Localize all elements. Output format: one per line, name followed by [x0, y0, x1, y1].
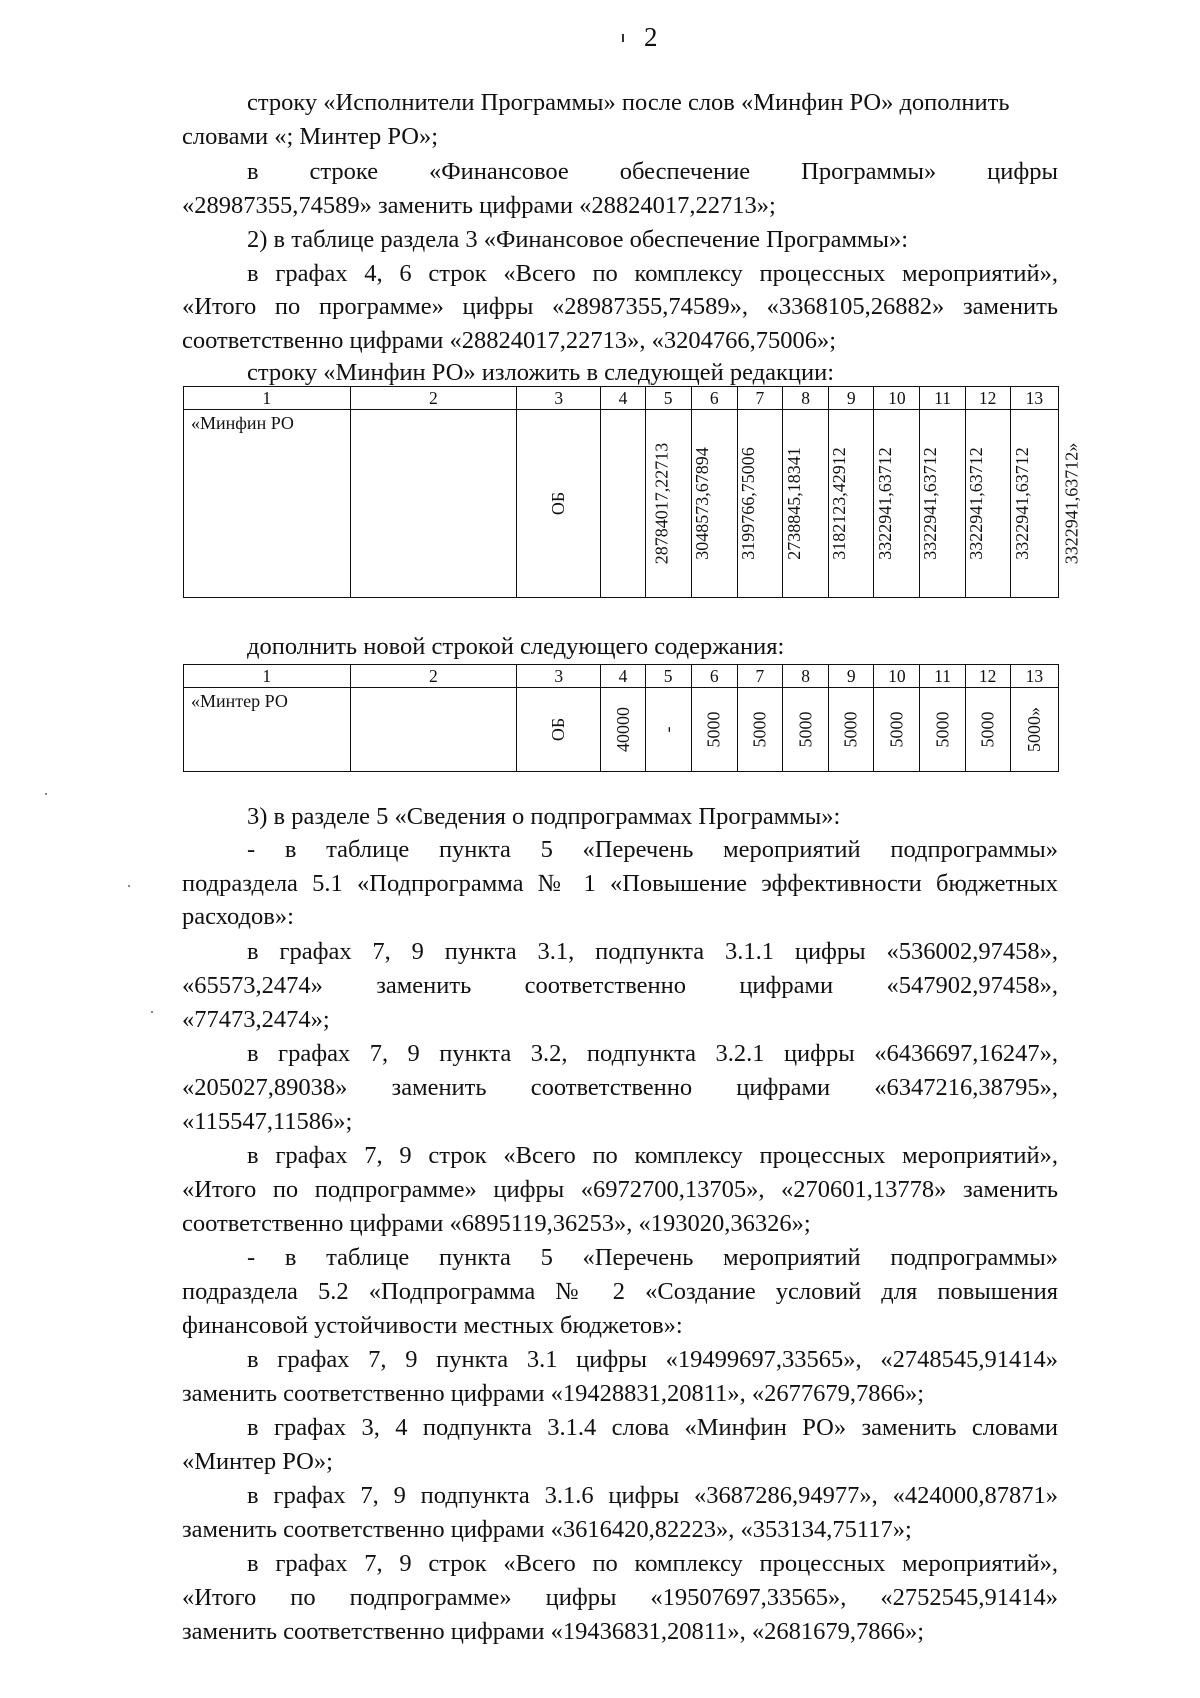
- text-line: «28987355,74589» заменить цифрами «28824017,22713»;: [182, 192, 776, 219]
- text-line: - в таблице пункта 5 «Перечень мероприятий подпрограммы»: [247, 836, 1058, 863]
- text-line: дополнить новой строкой следующего содержания:: [247, 633, 785, 660]
- value-text: 40000: [613, 707, 634, 752]
- column-header: 9: [829, 387, 874, 410]
- text-line: в графах 7, 9 пункта 3.1, подпункта 3.1.1 цифры «536002,97458»,: [247, 938, 1058, 965]
- text-line: в графах 7, 9 строк «Всего по комплексу процессных мероприятий»,: [247, 1550, 1058, 1577]
- value-text: 3199766,75006: [737, 447, 758, 560]
- column-header: 4: [601, 665, 645, 688]
- row-name-cell: «Минтер РО: [184, 688, 351, 772]
- value-text: 5000: [977, 711, 998, 748]
- source-label: ОБ: [548, 491, 569, 516]
- value-text: 5000: [703, 711, 724, 748]
- text-line: «115547,11586»;: [182, 1108, 353, 1135]
- value-cell: [601, 688, 645, 772]
- text-line: строку «Минфин РО» изложить в следующей редакции:: [247, 359, 835, 386]
- text-line: соответственно цифрами «6895119,36253», «193020,36326»;: [182, 1210, 811, 1237]
- scan-mark: [622, 34, 624, 42]
- text-line: «Итого по подпрограмме» цифры «19507697,33565», «2752545,91414»: [182, 1584, 1058, 1611]
- column-header: 7: [737, 387, 782, 410]
- source-cell: [517, 688, 601, 772]
- text-line: - в таблице пункта 5 «Перечень мероприятий подпрограммы»: [247, 1244, 1058, 1271]
- value-cell: [691, 688, 737, 772]
- column-header: 13: [1010, 387, 1058, 410]
- column-header: 9: [829, 665, 874, 688]
- column-header: 11: [920, 387, 965, 410]
- value-text: -: [657, 726, 678, 733]
- column-header: 13: [1010, 665, 1058, 688]
- column-header: 5: [645, 665, 691, 688]
- value-cell: [920, 688, 965, 772]
- column-header: 6: [691, 665, 737, 688]
- text-line: финансовой устойчивости местных бюджетов»:: [182, 1312, 683, 1339]
- minfin-table: [183, 386, 1081, 598]
- value-text: 28784017,22713: [651, 442, 672, 565]
- scan-speck: [128, 885, 130, 887]
- table-header-row: [184, 387, 1059, 410]
- text-line: подраздела 5.1 «Подпрограмма № 1 «Повышение эффективности бюджетных: [182, 870, 1058, 897]
- column-header: 5: [645, 387, 691, 410]
- column-header: 1: [184, 387, 351, 410]
- text-line: заменить соответственно цифрами «19436831,20811», «2681679,7866»;: [182, 1618, 925, 1645]
- text-line: в графах 7, 9 пункта 3.2, подпункта 3.2.1 цифры «6436697,16247»,: [247, 1040, 1058, 1067]
- column-header: 10: [874, 387, 920, 410]
- text-line: «77473,2474»;: [182, 1006, 330, 1033]
- column-header: 4: [601, 387, 645, 410]
- text-line: «205027,89038» заменить соответственно цифрами «6347216,38795»,: [182, 1074, 1058, 1101]
- text-line: в графах 7, 9 подпункта 3.1.6 цифры «3687286,94977», «424000,87871»: [247, 1482, 1058, 1509]
- value-cell: [965, 688, 1010, 772]
- value-text: 3182123,42912: [828, 447, 849, 560]
- value-text: 3322941,63712: [1011, 447, 1032, 560]
- column-header: 1: [184, 665, 351, 688]
- column-header: 7: [737, 665, 782, 688]
- scan-speck: [151, 1011, 153, 1013]
- source-cell: [517, 410, 601, 598]
- text-line: расходов»:: [182, 903, 294, 930]
- column-header: 12: [965, 387, 1010, 410]
- column-header: 2: [350, 665, 517, 688]
- value-cell: [601, 410, 672, 598]
- value-text: 5000: [886, 711, 907, 748]
- text-line: словами «; Минтер РО»;: [182, 123, 439, 150]
- column-header: 6: [691, 387, 737, 410]
- column-header: 3: [517, 387, 601, 410]
- text-line: в графах 7, 9 строк «Всего по комплексу процессных мероприятий»,: [247, 1142, 1058, 1169]
- value-cell: [874, 688, 920, 772]
- table-row: [184, 410, 1059, 598]
- text-line: 2) в таблице раздела 3 «Финансовое обеспечение Программы»:: [247, 226, 909, 253]
- column-header: 11: [920, 665, 965, 688]
- column-header: 3: [517, 665, 601, 688]
- table-row: [184, 688, 1059, 772]
- text-line: заменить соответственно цифрами «3616420,82223», «353134,75117»;: [182, 1516, 912, 1543]
- value-text: 2738845,18341: [783, 447, 804, 560]
- value-text: 5000»: [1023, 707, 1044, 752]
- text-line: заменить соответственно цифрами «19428831,20811», «2677679,7866»;: [182, 1380, 925, 1407]
- text-line: «Минтер РО»;: [182, 1448, 333, 1475]
- text-line: «Итого по подпрограмме» цифры «6972700,13705», «270601,13778» заменить: [182, 1176, 1058, 1203]
- text-line: строку «Исполнители Программы» после слов «Минфин РО» дополнить: [247, 89, 1010, 116]
- text-line: подраздела 5.2 «Подпрограмма № 2 «Создание условий для повышения: [182, 1278, 1058, 1305]
- value-text: 5000: [840, 711, 861, 748]
- value-text: 3048573,67894: [691, 447, 712, 560]
- value-cell: [829, 688, 874, 772]
- text-line: 3) в разделе 5 «Сведения о подпрограммах Программы»:: [247, 803, 841, 830]
- value-text: 5000: [795, 711, 816, 748]
- value-cell: [737, 688, 782, 772]
- value-text: 3322941,63712: [874, 447, 895, 560]
- table-header-row: [184, 665, 1059, 688]
- value-text: 5000: [932, 711, 953, 748]
- value-cell: [783, 688, 829, 772]
- text-line: соответственно цифрами «28824017,22713», «3204766,75006»;: [182, 327, 837, 354]
- text-line: в графах 3, 4 подпункта 3.1.4 слова «Минфин РО» заменить словами: [247, 1414, 1058, 1441]
- page-number: 2: [644, 22, 658, 52]
- value-cell: [1010, 688, 1058, 772]
- column-header: 8: [783, 665, 829, 688]
- text-line: в графах 4, 6 строк «Всего по комплексу процессных мероприятий»,: [247, 260, 1058, 287]
- empty-cell: [350, 688, 517, 772]
- text-line: в графах 7, 9 пункта 3.1 цифры «19499697,33565», «2748545,91414»: [247, 1346, 1058, 1373]
- mintr-table: [183, 664, 1059, 772]
- value-text: 5000: [749, 711, 770, 748]
- value-cell: [645, 688, 691, 772]
- value-text: 3322941,63712: [920, 447, 941, 560]
- column-header: 8: [783, 387, 829, 410]
- column-header: 10: [874, 665, 920, 688]
- value-text: 3322941,63712: [966, 447, 987, 560]
- column-header: 2: [350, 387, 517, 410]
- source-label: ОБ: [548, 717, 569, 742]
- text-line: в строке «Финансовое обеспечение Программы» цифры: [247, 158, 1058, 185]
- row-name-cell: «Минфин РО: [184, 410, 351, 598]
- scan-speck: [45, 793, 47, 795]
- column-header: 12: [965, 665, 1010, 688]
- text-line: «65573,2474» заменить соответственно цифрами «547902,97458»,: [182, 972, 1058, 999]
- text-line: «Итого по программе» цифры «28987355,74589», «3368105,26882» заменить: [182, 293, 1058, 320]
- value-text: 3322941,63712»: [1060, 442, 1081, 565]
- empty-cell: [350, 410, 517, 598]
